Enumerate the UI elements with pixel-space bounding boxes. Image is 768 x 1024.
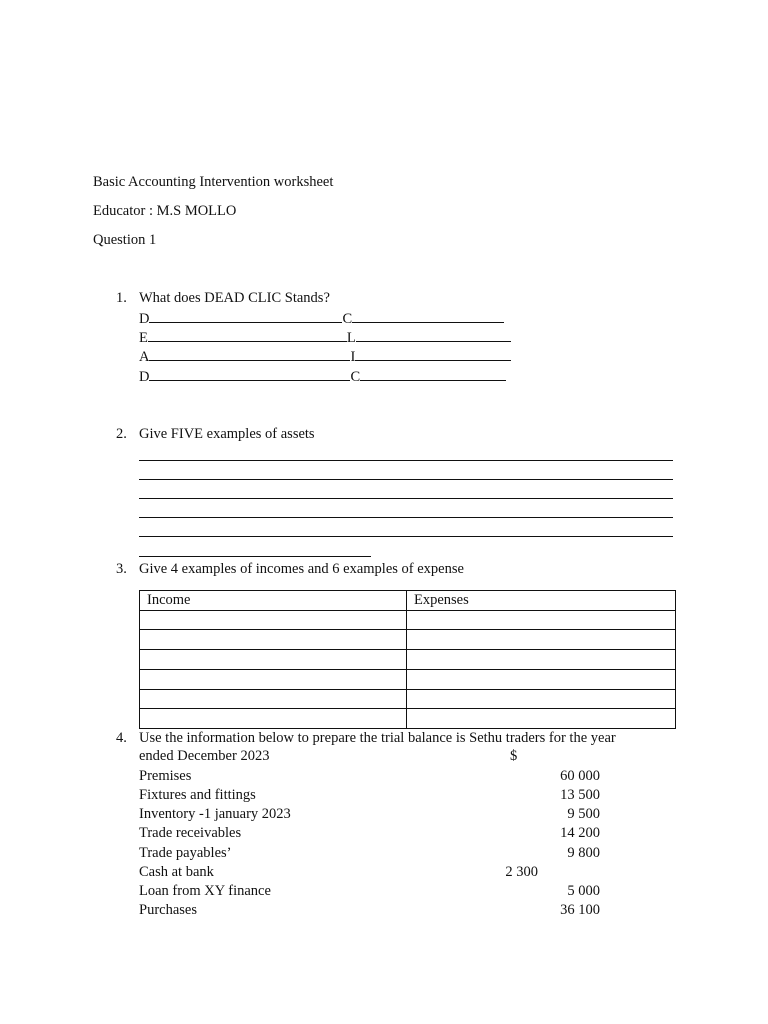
q4-instruction-line2: ended December 2023 (139, 748, 270, 764)
account-name: Inventory -1 january 2023 (139, 806, 291, 822)
answer-line[interactable] (139, 536, 673, 537)
question-heading: Question 1 (93, 232, 157, 248)
answer-blank[interactable] (355, 348, 511, 361)
account-name: Trade payables’ (139, 845, 232, 861)
answer-blank[interactable] (352, 310, 504, 323)
trial-balance-row (139, 883, 609, 901)
table-header-row (140, 591, 676, 611)
table-row (140, 709, 676, 729)
account-name: Premises (139, 768, 192, 784)
income-cell[interactable] (140, 630, 407, 650)
answer-blank[interactable] (360, 368, 506, 381)
q1-number: 1. (116, 290, 127, 306)
q1-answer-row (139, 348, 511, 366)
account-name: Cash at bank (139, 864, 214, 880)
table-row (140, 630, 676, 650)
table-row (140, 689, 676, 709)
trial-balance-row (139, 864, 609, 882)
worksheet-title: Basic Accounting Intervention worksheet (93, 174, 334, 190)
q4-number: 4. (116, 730, 127, 746)
educator-line: Educator : M.S MOLLO (93, 203, 237, 219)
q4-instruction-line1: Use the information below to prepare the trial balance is Sethu traders for the year (139, 730, 616, 746)
expense-cell[interactable] (407, 709, 676, 729)
credit-amount: 9 800 (567, 845, 600, 861)
q1-text: What does DEAD CLIC Stands? (139, 290, 330, 306)
expenses-column-header: Expenses (407, 591, 676, 611)
q2-number: 2. (116, 426, 127, 442)
trial-balance-row (139, 825, 609, 843)
q2-text: Give FIVE examples of assets (139, 426, 315, 442)
credit-amount: 5 000 (567, 883, 600, 899)
trial-balance-row (139, 806, 609, 824)
q3-number: 3. (116, 561, 127, 577)
credit-amount: 60 000 (560, 768, 600, 784)
expense-cell[interactable] (407, 630, 676, 650)
credit-amount: 14 200 (560, 825, 600, 841)
expense-cell[interactable] (407, 650, 676, 670)
q1-left-letter: E (139, 330, 148, 346)
account-name: Loan from XY finance (139, 883, 271, 899)
table-row (140, 650, 676, 670)
q1-answer-row (139, 310, 504, 328)
account-name: Fixtures and fittings (139, 787, 256, 803)
trial-balance-row (139, 768, 609, 786)
trial-balance-row (139, 787, 609, 805)
answer-blank[interactable] (149, 368, 350, 381)
q3-text: Give 4 examples of incomes and 6 examples of expense (139, 561, 464, 577)
income-cell[interactable] (140, 689, 407, 709)
answer-line[interactable] (139, 517, 673, 518)
q1-right-letter: C (342, 311, 353, 327)
q1-left-letter: D (139, 369, 150, 385)
answer-blank[interactable] (149, 310, 342, 323)
expense-cell[interactable] (407, 689, 676, 709)
answer-line[interactable] (139, 479, 673, 480)
answer-line[interactable] (139, 498, 673, 499)
debit-amount: 2 300 (505, 864, 538, 880)
answer-line[interactable] (139, 460, 673, 461)
q1-answer-row (139, 329, 511, 347)
answer-blank[interactable] (356, 329, 511, 342)
trial-balance-row (139, 845, 609, 863)
answer-line[interactable] (139, 556, 371, 557)
credit-amount: 36 100 (560, 902, 600, 918)
q1-left-letter: D (139, 311, 150, 327)
income-column-header: Income (140, 591, 407, 611)
income-cell[interactable] (140, 610, 407, 630)
credit-amount: 9 500 (567, 806, 600, 822)
currency-header: $ (510, 748, 518, 764)
expense-cell[interactable] (407, 669, 676, 689)
trial-balance-row (139, 902, 609, 920)
q1-left-letter: A (139, 349, 150, 365)
account-name: Trade receivables (139, 825, 242, 841)
income-cell[interactable] (140, 709, 407, 729)
table-row (140, 610, 676, 630)
q1-right-letter: C (350, 369, 361, 385)
answer-blank[interactable] (148, 329, 347, 342)
account-name: Purchases (139, 902, 197, 918)
income-expense-table (139, 590, 676, 729)
q1-right-letter: L (346, 330, 356, 346)
answer-blank[interactable] (149, 348, 350, 361)
credit-amount: 13 500 (560, 787, 600, 803)
expense-cell[interactable] (407, 610, 676, 630)
income-cell[interactable] (140, 669, 407, 689)
q1-right-letter: I (350, 349, 356, 365)
income-cell[interactable] (140, 650, 407, 670)
table-row (140, 669, 676, 689)
q1-answer-row (139, 368, 506, 386)
